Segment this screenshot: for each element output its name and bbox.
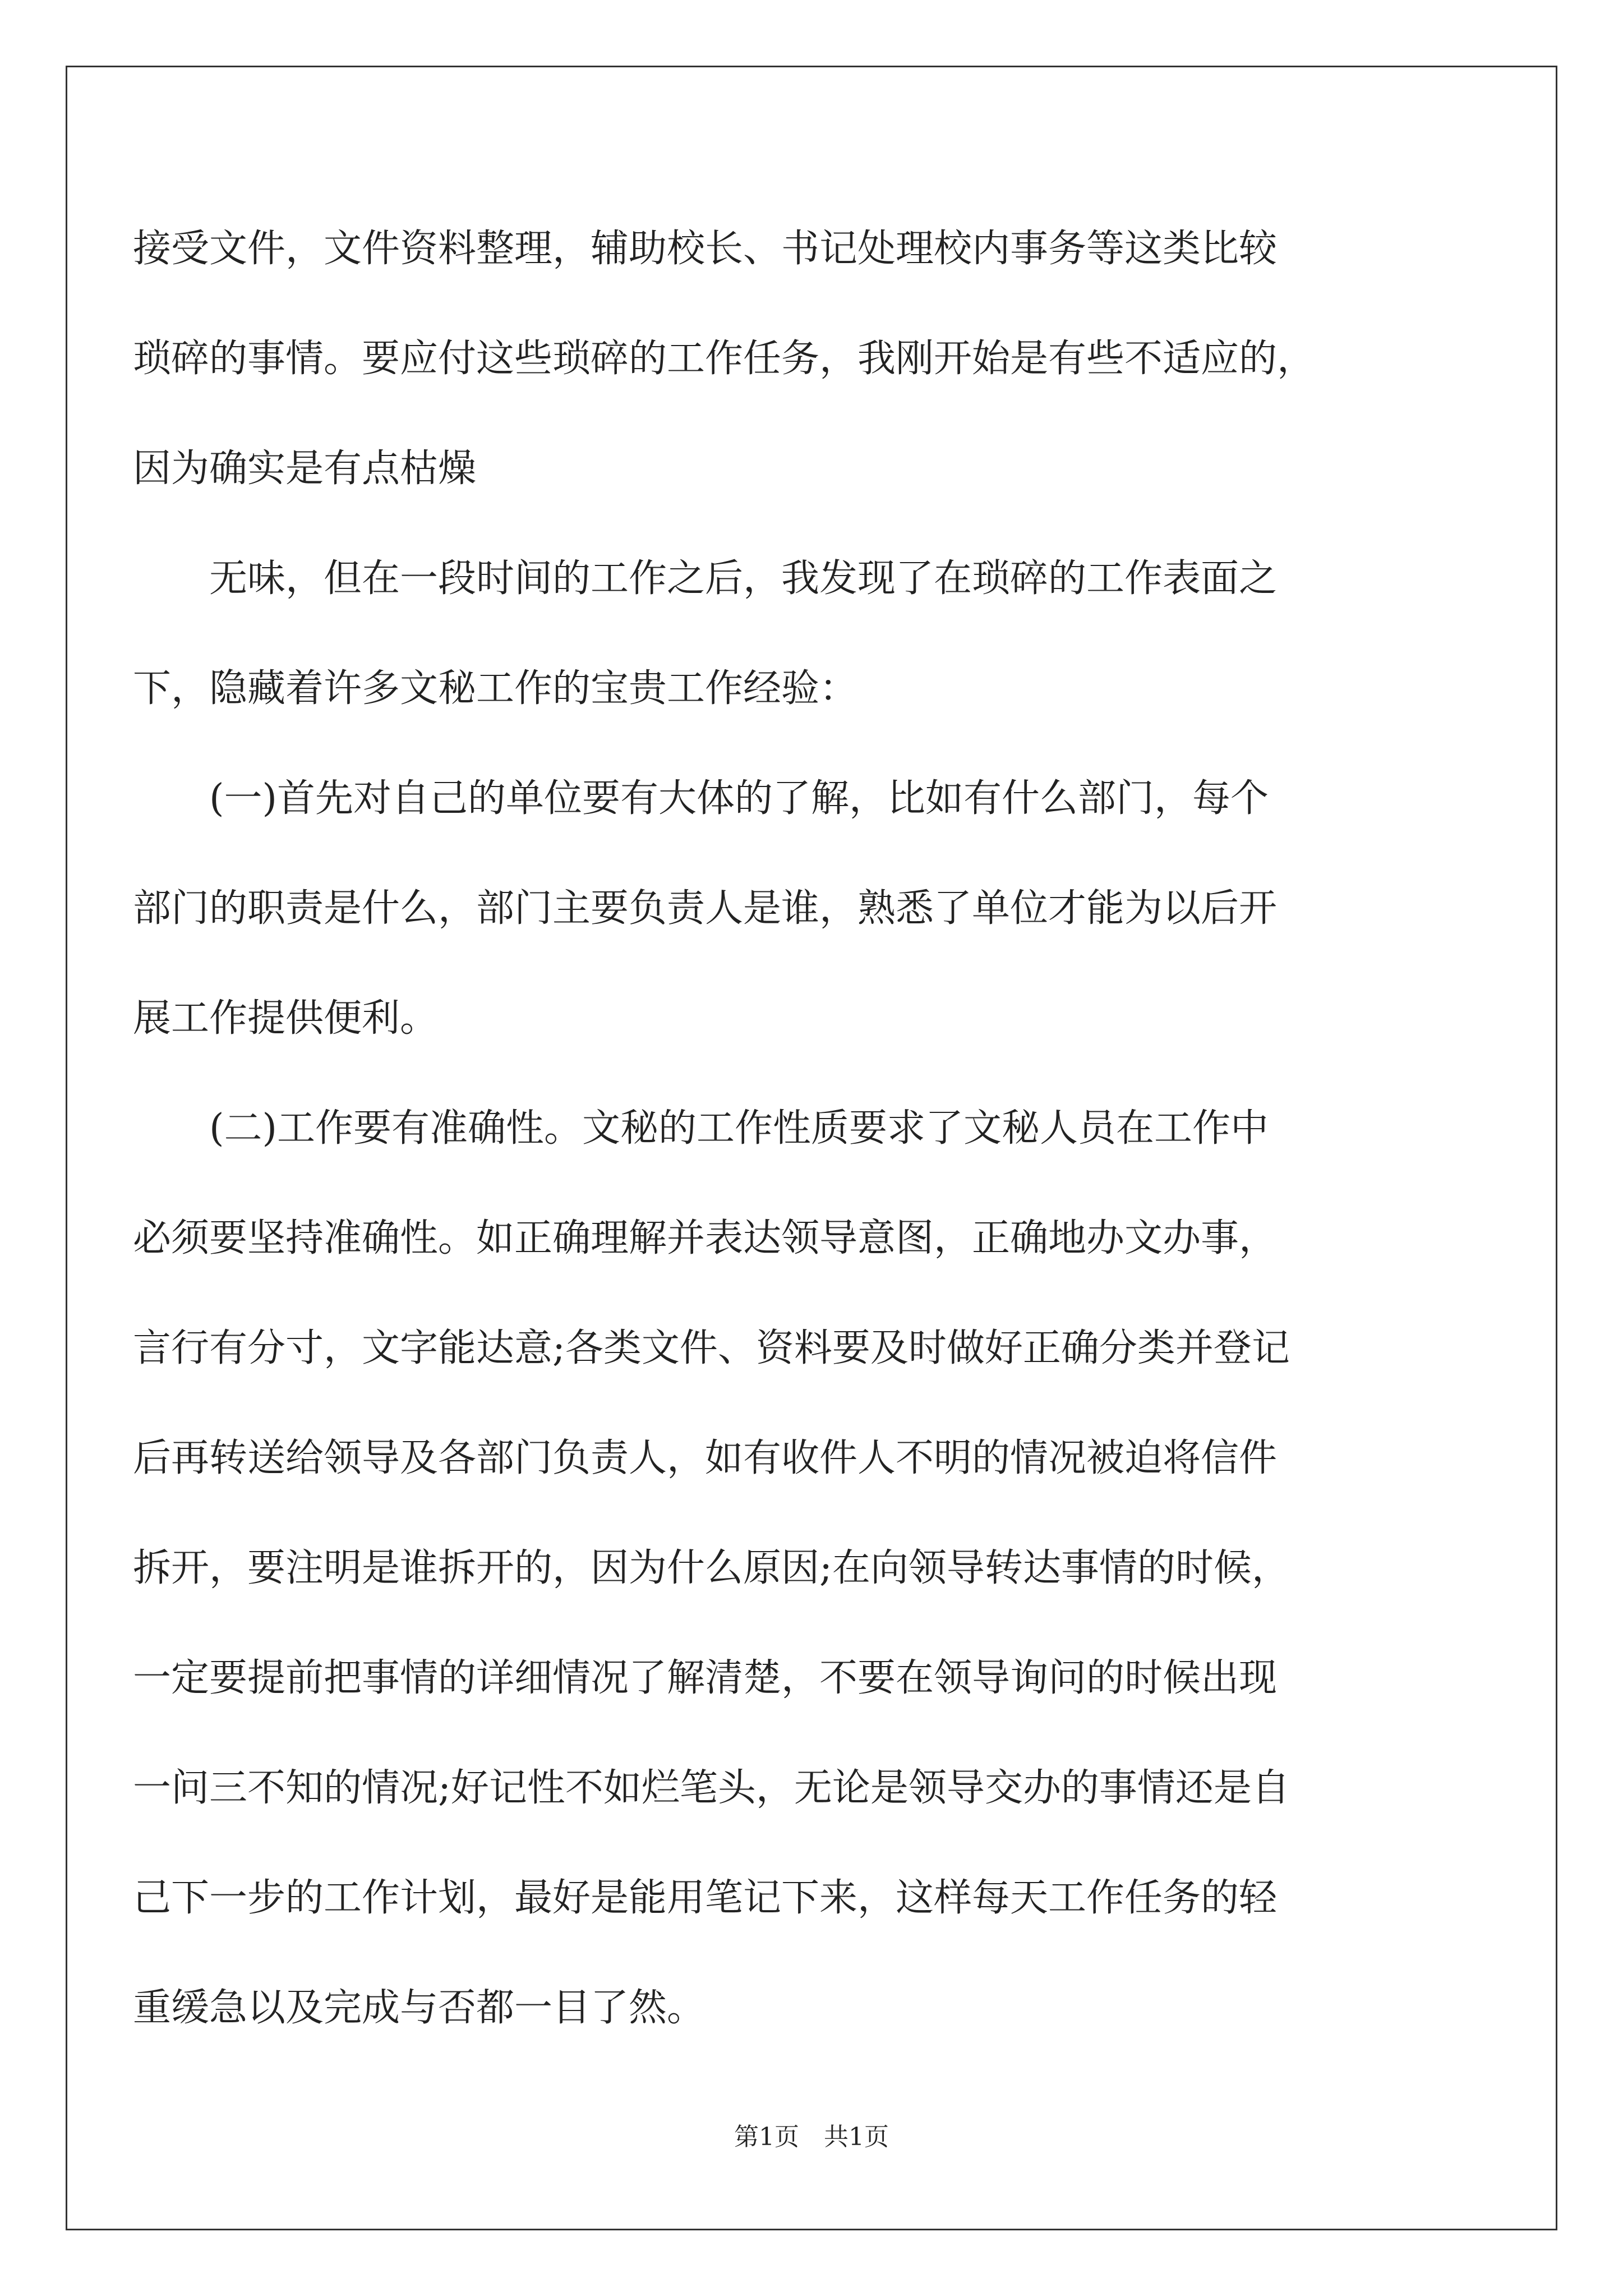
text-line: 琐碎的事情。要应付这些琐碎的工作任务，我刚开始是有些不适应的， bbox=[133, 337, 1316, 381]
page-number-footer: 第1页 共1页 bbox=[734, 2123, 889, 2151]
text-line: 一问三不知的情况;好记性不如烂笔头，无论是领导交办的事情还是自 bbox=[133, 1766, 1290, 1810]
text-line: 接受文件，文件资料整理，辅助校长、书记处理校内事务等这类比较 bbox=[133, 227, 1278, 271]
text-line: 必须要坚持准确性。如正确理解并表达领导意图，正确地办文办事， bbox=[133, 1216, 1278, 1260]
text-line: 言行有分寸，文字能达意;各类文件、资料要及时做好正确分类并登记 bbox=[133, 1326, 1290, 1370]
paragraph-start-line: 无味，但在一段时间的工作之后，我发现了在琐碎的工作表面之 bbox=[209, 556, 1278, 601]
paragraph-start-line: (一)首先对自己的单位要有大体的了解，比如有什么部门，每个 bbox=[209, 776, 1269, 821]
text-line: 己下一步的工作计划，最好是能用笔记下来，这样每天工作任务的轻 bbox=[133, 1876, 1278, 1920]
text-line: 下，隐藏着许多文秘工作的宝贵工作经验： bbox=[133, 666, 858, 711]
text-line: 因为确实是有点枯燥 bbox=[133, 447, 477, 491]
paragraph-start-line: (二)工作要有准确性。文秘的工作性质要求了文秘人员在工作中 bbox=[209, 1106, 1269, 1151]
text-line: 拆开，要注明是谁拆开的，因为什么原因;在向领导转达事情的时候， bbox=[133, 1546, 1290, 1590]
text-line: 后再转送给领导及各部门负责人，如有收件人不明的情况被迫将信件 bbox=[133, 1436, 1278, 1480]
text-line: 部门的职责是什么，部门主要负责人是谁，熟悉了单位才能为以后开 bbox=[133, 886, 1278, 931]
text-line: 展工作提供便利。 bbox=[133, 996, 439, 1041]
text-line: 一定要提前把事情的详细情况了解清楚，不要在领导询问的时候出现 bbox=[133, 1656, 1278, 1700]
text-line: 重缓急以及完成与否都一目了然。 bbox=[133, 1986, 706, 2030]
